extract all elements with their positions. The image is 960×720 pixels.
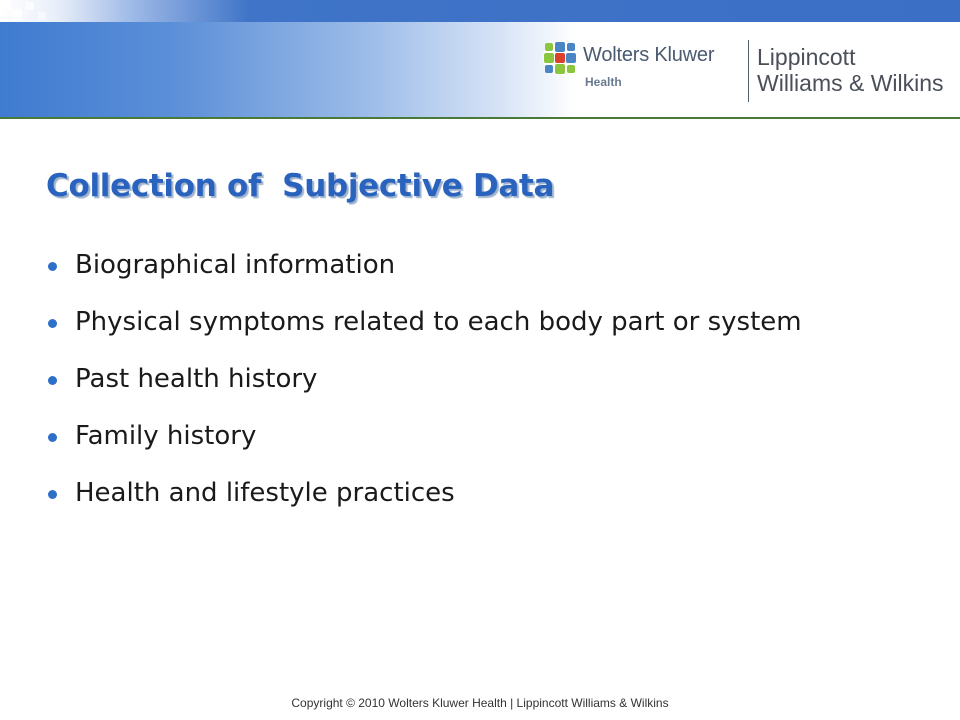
logo-divider [748,40,749,102]
header-top-strip [0,0,960,22]
logo-lww-line1: Lippincott [757,44,856,70]
bullet-item [46,307,926,337]
logo-wolters-kluwer-text: Wolters Kluwer [583,44,715,66]
bullet-text: Physical symptoms related to each body part or system [75,307,802,337]
bullet-dot-icon [48,433,57,442]
bullet-text: Biographical information [75,250,396,280]
header-rule [0,117,960,119]
bullet-item [46,364,926,394]
bullet-dot-icon [48,376,57,385]
logo-health-text: Health [585,75,622,89]
bullet-text: Health and lifestyle practices [75,478,455,508]
bullet-dot-icon [48,490,57,499]
bullet-item [46,478,926,508]
logo-lww-text [757,44,944,96]
logo-lww-line2: Williams & Wilkins [757,70,944,96]
publisher-logo [542,38,954,106]
slide-title: Collection of Subjective Data [46,168,555,204]
bullet-dot-icon [48,319,57,328]
bullet-text: Family history [75,421,257,451]
bullet-item [46,421,926,451]
copyright-footer: Copyright © 2010 Wolters Kluwer Health | Lippincott Williams & Wilkins [291,696,669,710]
bullet-dot-icon [48,262,57,271]
wolters-kluwer-globe-icon [542,40,578,76]
bullet-text: Past health history [75,364,318,394]
bullet-list [46,250,926,535]
bullet-item [46,250,926,280]
